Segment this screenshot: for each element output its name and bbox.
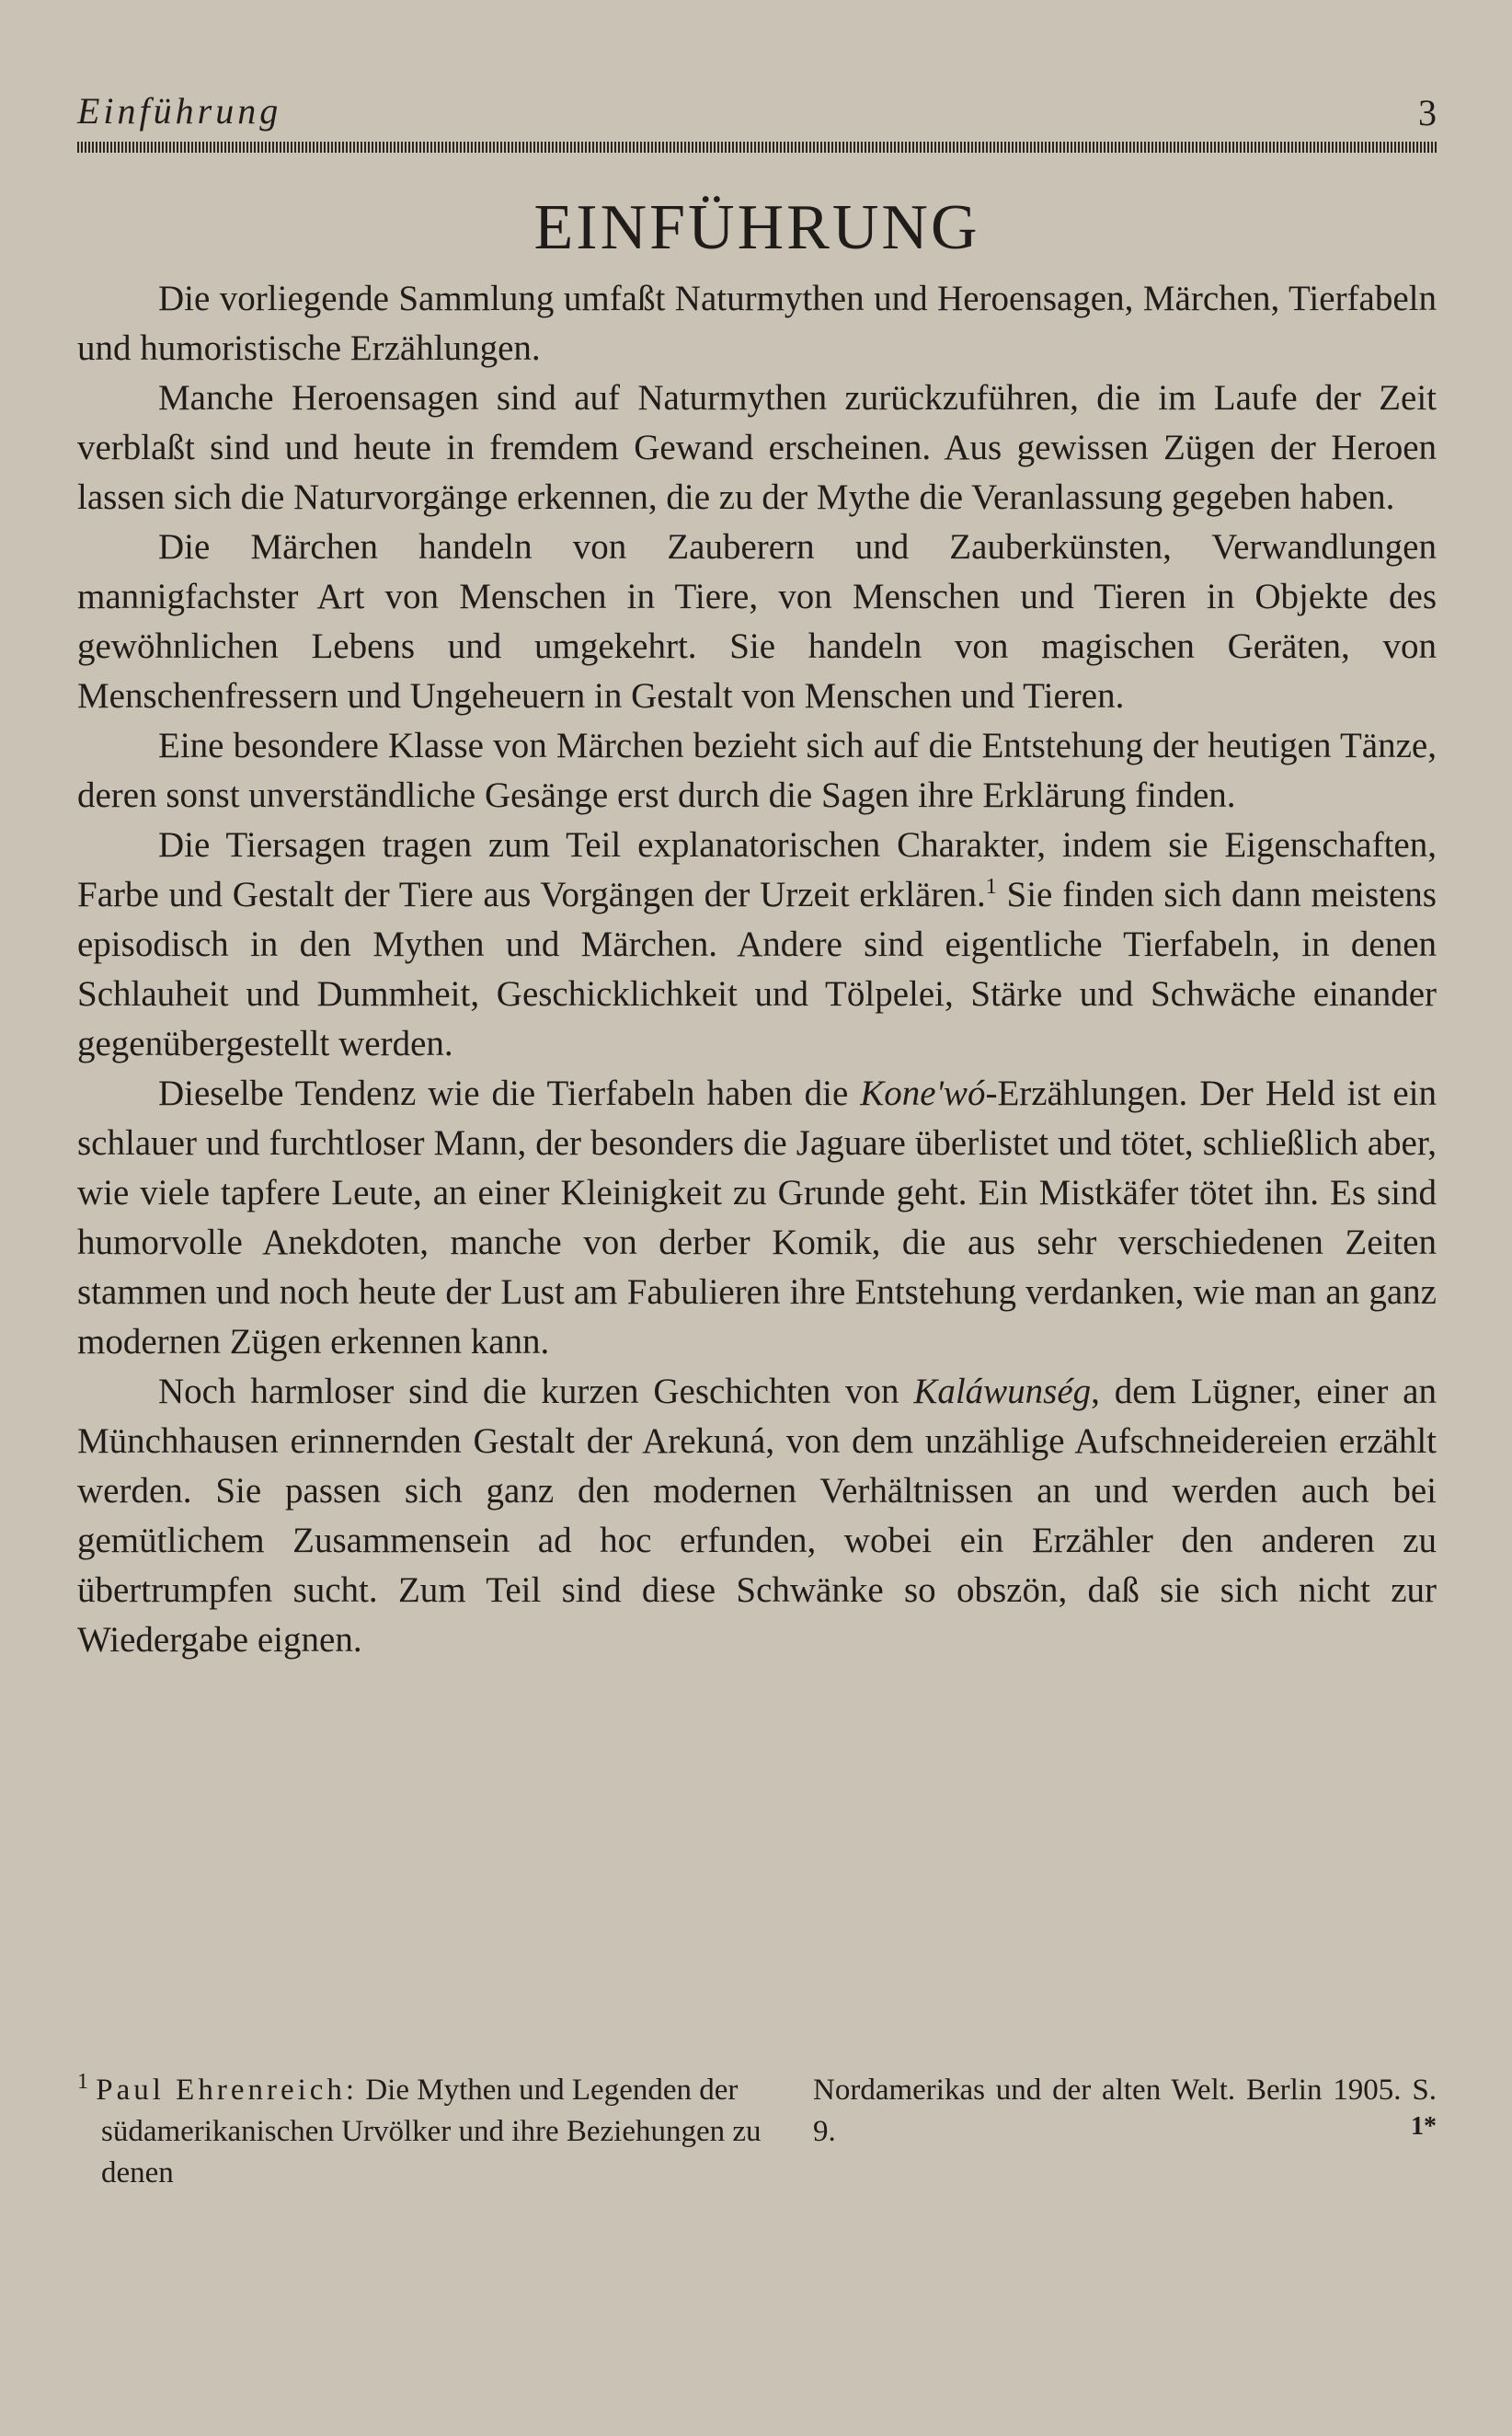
paragraph-3	[77, 523, 1437, 721]
book-page	[77, 88, 1437, 2296]
paragraph-6-text-b: -Erzählungen. Der Held ist ein schlauer und furchtloser Mann, der besonders die Jaguare überlistet und tötet, schließlich aber, wie viele tapfere Leute, an einer Kleinigkeit zu Grunde geht. Ein Mistkäfer tötet ihn. Es sind humorvolle Anekdoten, manche von derber Komik, die aus sehr verschiedenen Zeiten stammen und noch heute der Lust am Fabulieren ihre Entstehung verdanken, wie man an ganz modernen Zügen erkennen kann.	[77, 1074, 1437, 1362]
running-title: Einführung	[77, 90, 282, 132]
footnote-reference: 1	[985, 875, 997, 899]
paragraph-6	[77, 1069, 1437, 1367]
konewo-name: Kone'wó	[860, 1074, 986, 1113]
paragraph-4	[77, 721, 1437, 821]
paragraph-7-text-a: Noch harmloser sind die kurzen Geschichten von	[158, 1372, 914, 1411]
paragraph-5	[77, 821, 1437, 1069]
paragraph-4-text: Eine besondere Klasse von Märchen bezieht sich auf die Entstehung der heutigen Tänze, deren sonst unverständliche Gesänge erst durch die Sagen ihre Erklärung finden.	[77, 726, 1437, 815]
paragraph-1	[77, 274, 1437, 373]
paragraph-5-text-a: Die Tiersagen tragen zum Teil explanatorischen Charakter, indem sie Eigenschaften, Farbe und Gestalt der Tiere aus Vorgängen der Urzeit erklären.	[77, 825, 1437, 914]
footnote-text-left: Die Mythen und Legenden der südamerikanischen Urvölker und ihre Beziehungen zu denen	[101, 2074, 762, 2189]
running-head	[77, 88, 1437, 162]
footnote-marker: 1	[77, 2070, 88, 2094]
paragraph-7-text-b: , dem Lügner, einer an Münchhausen erinnernden Gestalt der Arekuná, von dem unzählige Aufschneidereien erzählt werden. Sie passen sich ganz den modernen Verhältnissen an und werden auch bei gemütlichem Zusammensein ad hoc erfunden, wobei ein Erzähler den anderen zu übertrumpfen sucht. Zum Teil sind diese Schwänke so obszön, daß sie sich nicht zur Wiedergabe eignen.	[77, 1372, 1437, 1660]
paragraph-1-text: Die vorliegende Sammlung umfaßt Naturmythen und Heroensagen, Märchen, Tierfabeln und humoristische Erzählungen.	[77, 279, 1437, 368]
kalawunseg-name: Kaláwunség	[913, 1372, 1092, 1411]
footnote-left-column	[77, 2070, 763, 2194]
footnote-text-right: Nordamerikas und der alten Welt. Berlin 1905. S. 9.	[813, 2074, 1437, 2148]
paragraph-6-text-a: Dieselbe Tendenz wie die Tierfabeln haben die	[158, 1074, 861, 1113]
paragraph-2-text: Manche Heroensagen sind auf Naturmythen zurückzuführen, die im Laufe der Zeit verblaßt sind und heute in fremdem Gewand erscheinen. Aus gewissen Zügen der Heroen lassen sich die Naturvorgänge erkennen, die zu der Mythe die Veranlassung gegeben haben.	[77, 378, 1437, 517]
signature-mark: 1*	[1411, 2112, 1437, 2141]
header-rule	[77, 142, 1437, 153]
footnote-right-column	[813, 2070, 1437, 2153]
page-number: 3	[1418, 92, 1437, 133]
paragraph-5-text-b: Sie finden sich dann meistens episodisch in den Mythen und Märchen. Andere sind eigentliche Tierfabeln, in denen Schlauheit und Dummheit, Geschicklichkeit und Tölpelei, Stärke und Schwäche einander gegenübergestellt werden.	[77, 875, 1437, 1063]
paragraph-7	[77, 1367, 1437, 1665]
body-text	[77, 274, 1437, 1665]
paragraph-3-text: Die Märchen handeln von Zauberern und Zauberkünsten, Verwandlungen mannigfachster Art von Menschen in Tiere, von Menschen und Tieren in Objekte des gewöhnlichen Lebens und umgekehrt. Sie handeln von magischen Geräten, von Menschenfressern und Ungeheuern in Gestalt von Menschen und Tieren.	[77, 527, 1437, 716]
paragraph-2	[77, 373, 1437, 523]
chapter-title: EINFÜHRUNG	[533, 192, 980, 263]
footnote-author: Paul Ehrenreich:	[96, 2074, 359, 2107]
footnotes	[77, 2070, 1437, 2208]
